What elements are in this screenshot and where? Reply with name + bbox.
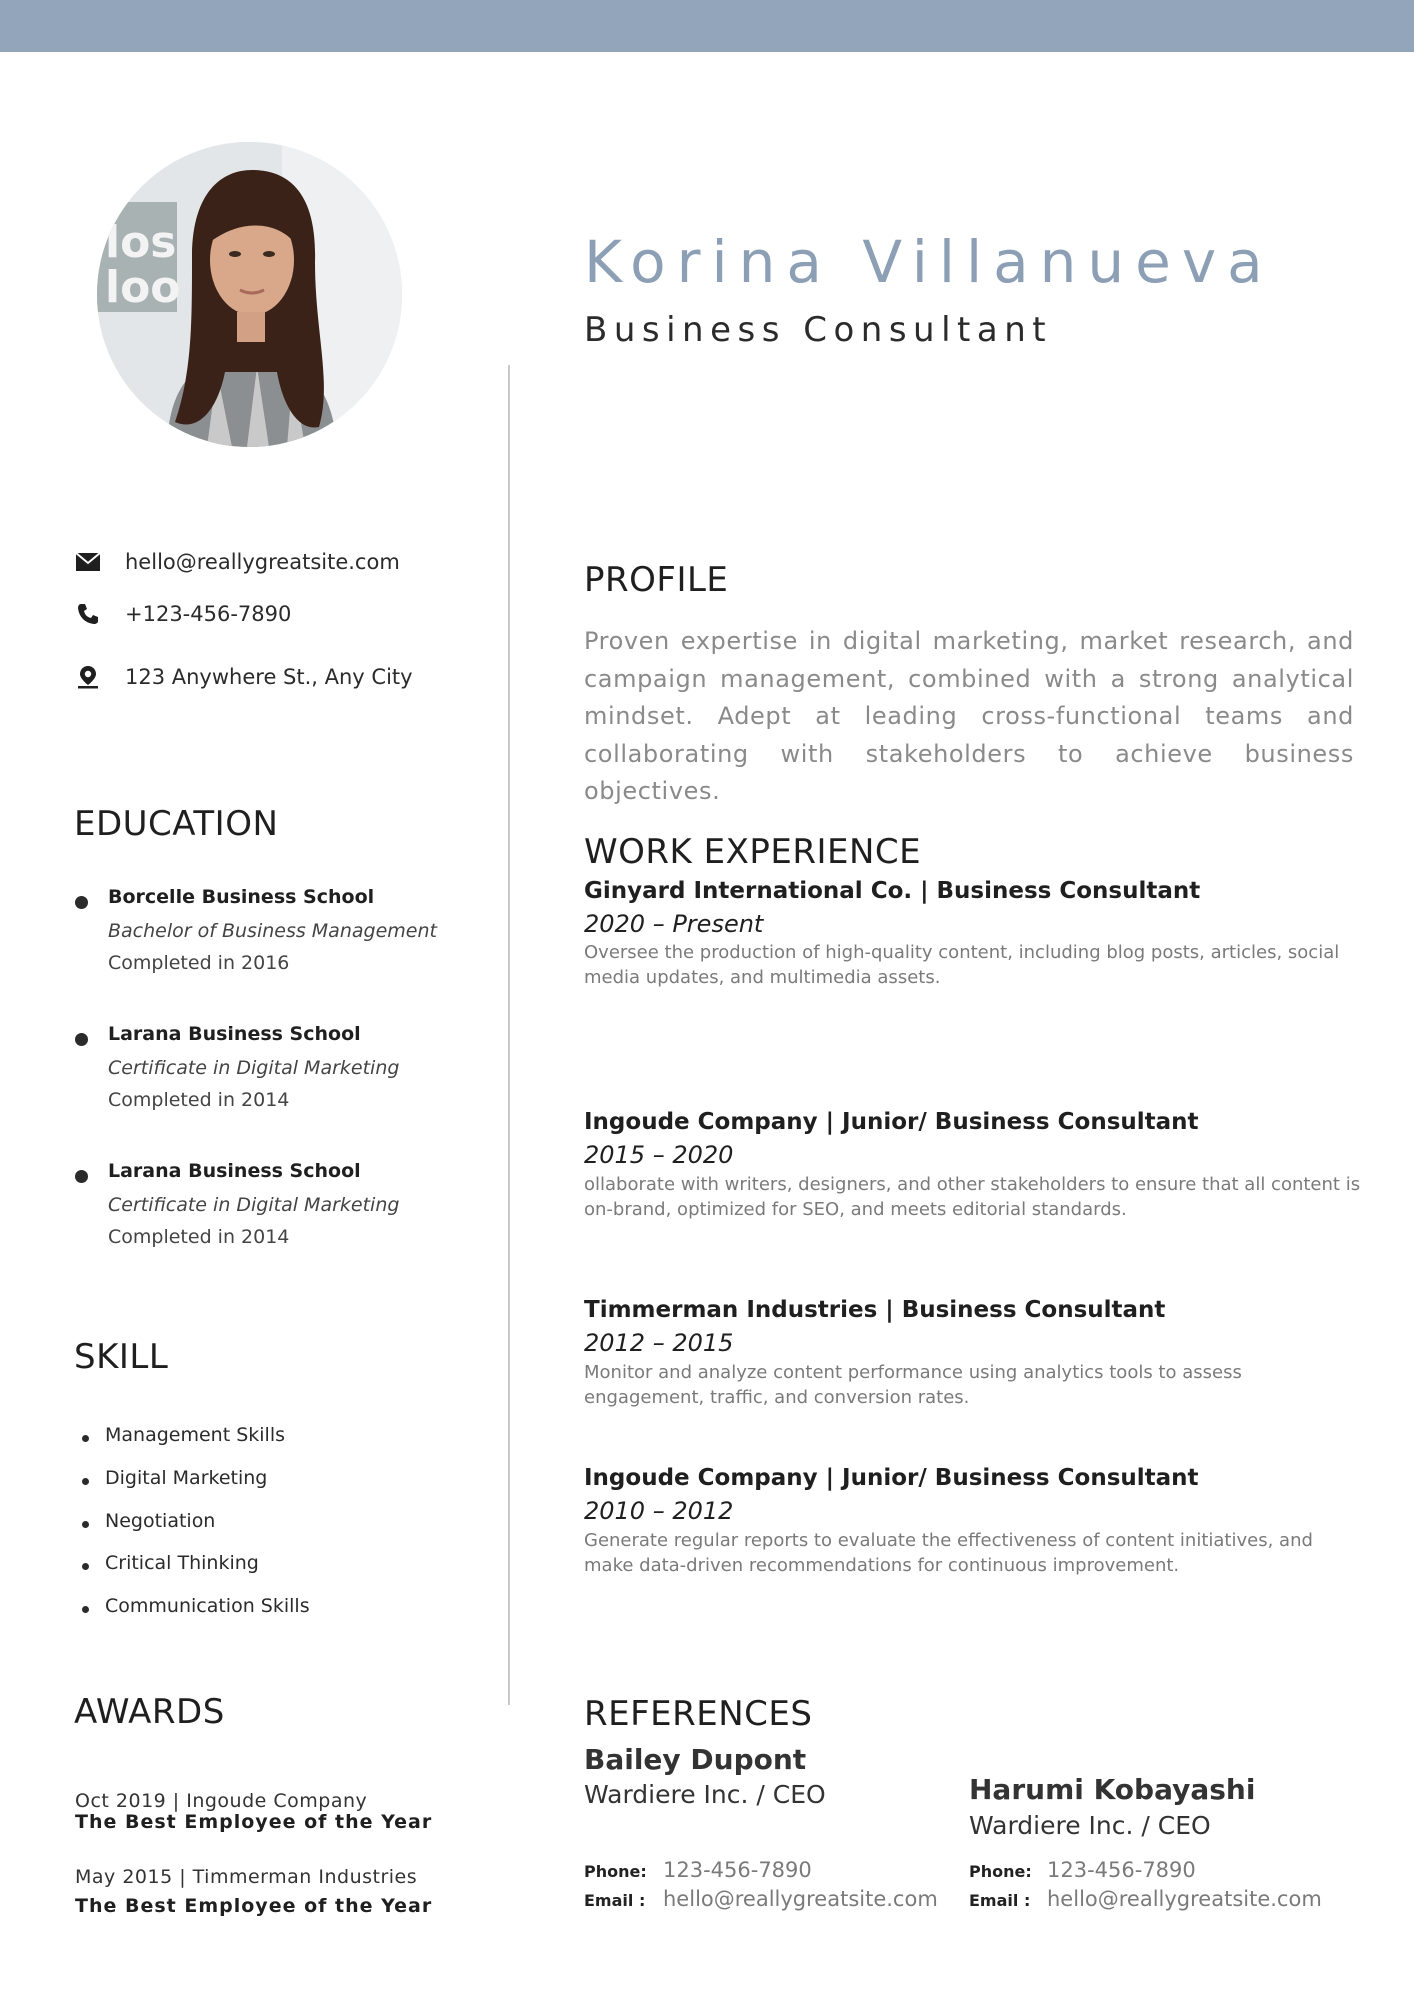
education-degree: Certificate in Digital Marketing xyxy=(108,1057,400,1079)
job-title: Timmerman Industries | Business Consultant xyxy=(584,1297,1166,1323)
skill-label: Digital Marketing xyxy=(105,1467,268,1489)
award-date: Oct 2019 | Ingoude Company xyxy=(75,1790,368,1812)
award-title: The Best Employee of the Year xyxy=(75,1895,433,1917)
location-pin-icon xyxy=(75,664,101,690)
job-description: Generate regular reports to evaluate the effectiveness of content initiatives, and make data-driven recommendations for continuous improvement. xyxy=(584,1530,1313,1576)
phone-icon xyxy=(75,601,101,627)
profile-photo xyxy=(97,142,402,447)
education-completed: Completed in 2016 xyxy=(108,952,290,974)
skill-label: Communication Skills xyxy=(105,1595,310,1617)
svg-text:los: los xyxy=(105,217,177,268)
reference-email[interactable]: hello@reallygreatsite.com xyxy=(1047,1887,1322,1911)
reference-email-label: Email : xyxy=(969,1891,1031,1910)
column-divider xyxy=(508,365,510,1705)
references-heading: REFERENCES xyxy=(584,1694,813,1734)
awards-heading: AWARDS xyxy=(74,1692,225,1732)
bullet-icon xyxy=(75,1033,88,1046)
reference-name: Bailey Dupont xyxy=(584,1743,807,1776)
reference-email[interactable]: hello@reallygreatsite.com xyxy=(663,1887,938,1911)
reference-email-label: Email : xyxy=(584,1891,646,1910)
bullet-icon xyxy=(82,1478,89,1485)
top-accent-bar xyxy=(0,0,1414,52)
skill-item xyxy=(82,1424,285,1446)
reference-phone-label: Phone: xyxy=(969,1862,1032,1881)
bullet-icon xyxy=(75,896,88,909)
job-title: Ingoude Company | Junior/ Business Consultant xyxy=(584,1465,1199,1491)
award-title: The Best Employee of the Year xyxy=(75,1811,433,1833)
job-years: 2015 – 2020 xyxy=(584,1141,734,1169)
education-school: Borcelle Business School xyxy=(108,886,375,908)
reference-name: Harumi Kobayashi xyxy=(969,1773,1256,1806)
skill-item xyxy=(82,1595,310,1617)
education-degree: Certificate in Digital Marketing xyxy=(108,1194,400,1216)
skill-label: Negotiation xyxy=(105,1510,216,1532)
bullet-icon xyxy=(82,1435,89,1442)
job-description: Oversee the production of high-quality content, including blog posts, articles, social media updates, and multimedia assets. xyxy=(584,942,1340,988)
bullet-icon xyxy=(82,1521,89,1528)
bullet-icon xyxy=(75,1170,88,1183)
skill-heading: SKILL xyxy=(74,1337,169,1377)
job-years: 2020 – Present xyxy=(584,910,764,938)
job-title: Ingoude Company | Junior/ Business Consultant xyxy=(584,1109,1199,1135)
bullet-icon xyxy=(82,1563,89,1570)
reference-company: Wardiere Inc. / CEO xyxy=(969,1811,1211,1840)
reference-phone: 123-456-7890 xyxy=(663,1858,812,1882)
job-description: Monitor and analyze content performance using analytics tools to assess engagement, traffic, and conversion rates. xyxy=(584,1362,1242,1408)
job-years: 2010 – 2012 xyxy=(584,1497,734,1525)
education-school: Larana Business School xyxy=(108,1160,361,1182)
svg-text:loo: loo xyxy=(105,262,181,313)
award-date: May 2015 | Timmerman Industries xyxy=(75,1866,418,1888)
profile-heading: PROFILE xyxy=(584,560,729,600)
education-school: Larana Business School xyxy=(108,1023,361,1045)
contact-phone[interactable] xyxy=(75,601,291,627)
address-text: 123 Anywhere St., Any City xyxy=(125,665,413,689)
education-completed: Completed in 2014 xyxy=(108,1089,290,1111)
phone-text: +123-456-7890 xyxy=(125,602,292,626)
profile-summary: Proven expertise in digital marketing, market research, and campaign management, combined with a strong analytical mindset. Adept at leading cross-functional teams and collaborating with stakeholders to achieve business objectives. xyxy=(584,627,1354,805)
skill-item xyxy=(82,1510,215,1532)
reference-phone: 123-456-7890 xyxy=(1047,1858,1196,1882)
skill-item xyxy=(82,1467,267,1489)
contact-email[interactable] xyxy=(75,549,400,575)
job-years: 2012 – 2015 xyxy=(584,1329,734,1357)
reference-phone-label: Phone: xyxy=(584,1862,647,1881)
portrait-image xyxy=(97,142,402,447)
skill-label: Management Skills xyxy=(105,1424,285,1446)
skill-item xyxy=(82,1552,259,1574)
job-title: Ginyard International Co. | Business Consultant xyxy=(584,878,1201,904)
education-heading: EDUCATION xyxy=(74,804,279,844)
person-name: Korina Villanueva xyxy=(584,228,1274,296)
bullet-icon xyxy=(82,1606,89,1613)
skill-label: Critical Thinking xyxy=(105,1552,259,1574)
work-experience-heading: WORK EXPERIENCE xyxy=(584,832,922,872)
person-role: Business Consultant xyxy=(584,310,1053,350)
education-degree: Bachelor of Business Management xyxy=(108,920,437,942)
contact-address xyxy=(75,664,413,690)
education-completed: Completed in 2014 xyxy=(108,1226,290,1248)
job-description: ollaborate with writers, designers, and other stakeholders to ensure that all content is on-brand, optimized for SEO, and meets editorial standards. xyxy=(584,1174,1361,1220)
email-text: hello@reallygreatsite.com xyxy=(125,550,400,574)
reference-company: Wardiere Inc. / CEO xyxy=(584,1780,826,1809)
envelope-icon xyxy=(75,549,101,575)
